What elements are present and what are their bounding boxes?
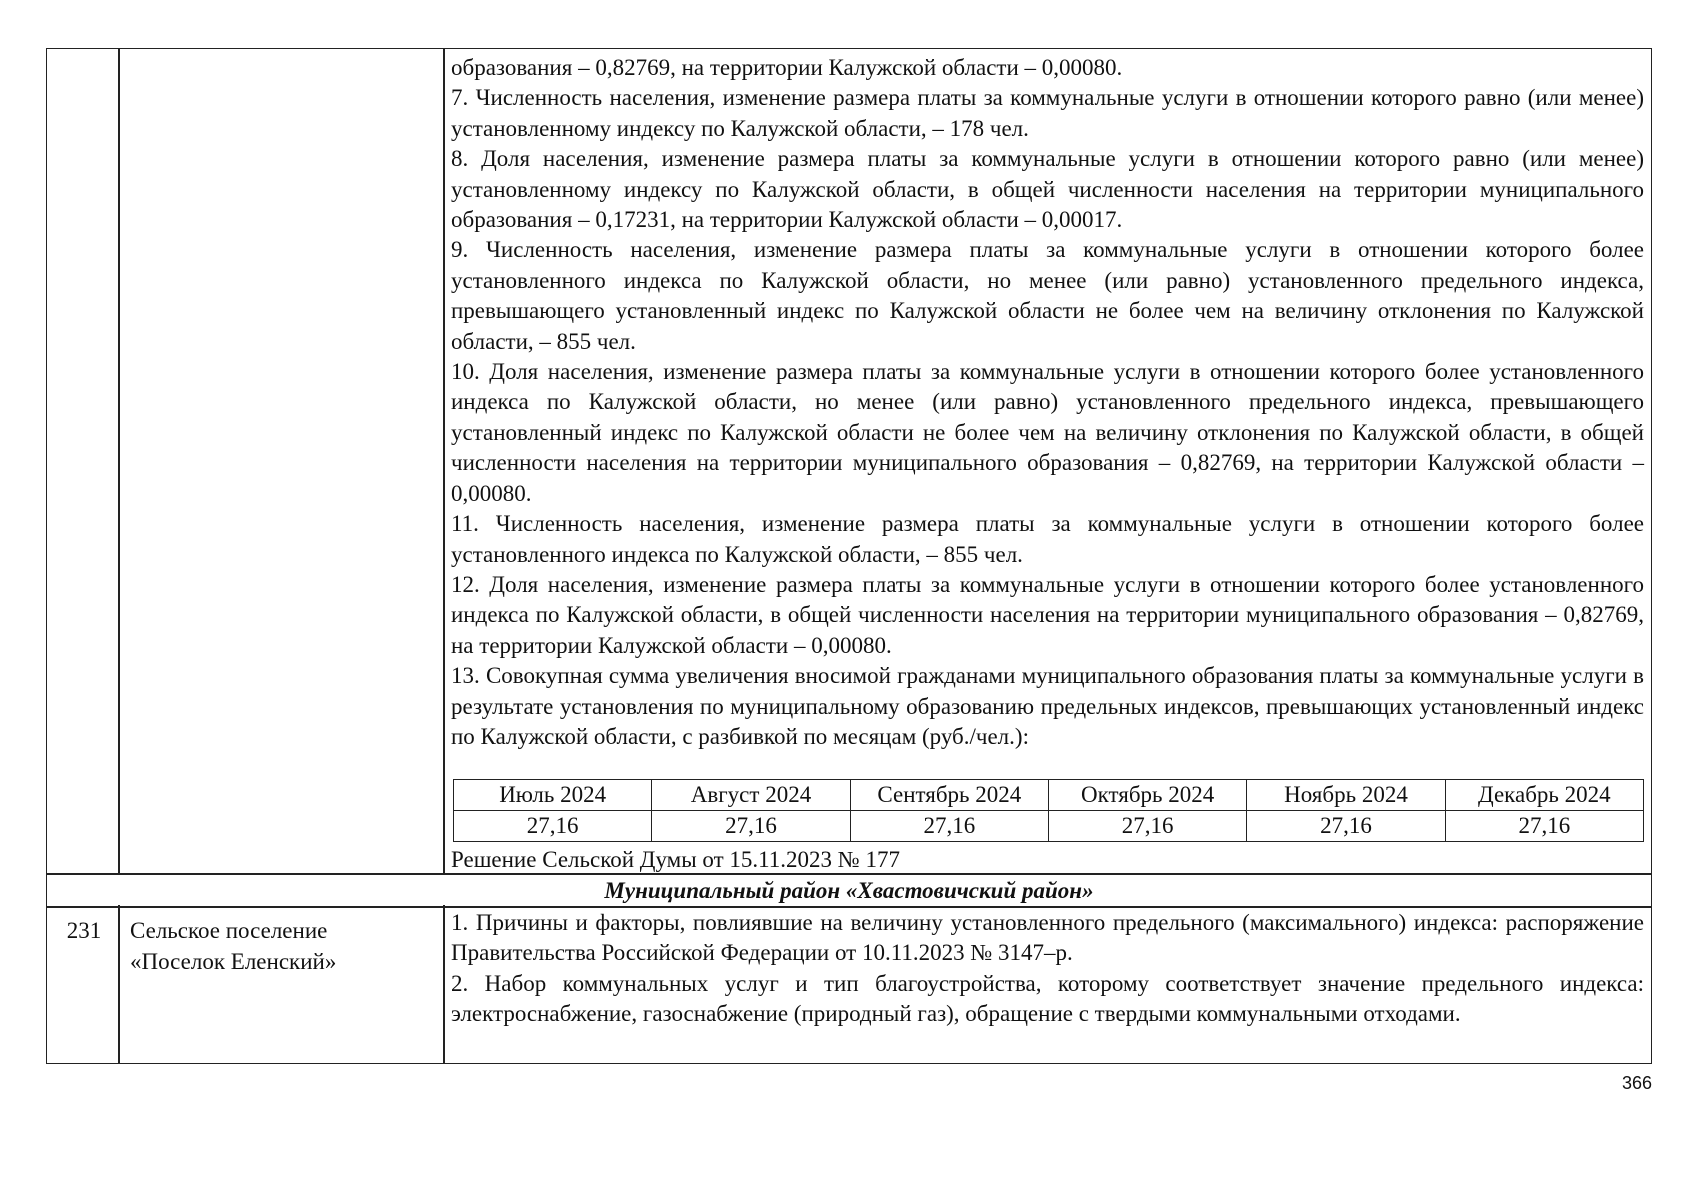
paragraph: 9. Численность населения, изменение размера платы за коммунальные услуги в отношении которого более установленного индекса по Калужской области, но менее (или равно) установленного предельного индекса, превышающего установленный индекс по Калужской области не более чем на величину отклонения по Калужской области, – 855 чел. (451, 237, 1644, 354)
paragraph: 10. Доля населения, изменение размера платы за коммунальные услуги в отношении которого более установленного индекса по Калужской области, но менее (или равно) установленного предельного индекса, превышающего установленный индекс по Калужской области не более чем на величину отклонения по Калужской области, в общей численности населения на территории муниципального образования – 0,82769, на территории Калужской области – 0,00080. (451, 359, 1644, 506)
month-header: Август 2024 (652, 780, 850, 811)
district-header: Муниципальный район «Хвастовичский район» (604, 878, 1094, 903)
paragraph: 1. Причины и факторы, повлиявшие на величину установленного предельного (максимального) индекса: распоряжение Правительства Российской Федерации от 10.11.2023 № 3147–р. (451, 910, 1644, 966)
row-231-text (451, 908, 1644, 1030)
paragraph: образования – 0,82769, на территории Калужской области – 0,00080. (451, 55, 1123, 80)
table-row (454, 811, 1644, 842)
page-number: 366 (1621, 1073, 1652, 1093)
month-header: Сентябрь 2024 (850, 780, 1048, 811)
month-header: Декабрь 2024 (1445, 780, 1643, 811)
month-value: 27,16 (1445, 811, 1643, 842)
month-value: 27,16 (1247, 811, 1445, 842)
month-value: 27,16 (850, 811, 1048, 842)
month-value: 27,16 (652, 811, 850, 842)
month-value: 27,16 (1048, 811, 1246, 842)
settlement-line: Сельское поселение (130, 918, 328, 943)
paragraph: 12. Доля населения, изменение размера платы за коммунальные услуги в отношении которого более установленного индекса по Калужской области, в общей численности населения на территории муниципального образования – 0,82769, на территории Калужской области – 0,00080. (451, 571, 1644, 658)
month-header: Июль 2024 (454, 780, 652, 811)
paragraph: 13. Совокупная сумма увеличения вносимой гражданами муниципального образования платы за коммунальные услуги в результате установления по муниципальному образованию предельных индексов, превышающих установленный индекс по Калужской области, с разбивкой по месяцам (руб./чел.): (451, 663, 1644, 749)
continuation-text (451, 53, 1644, 752)
table-header-row (454, 780, 1644, 811)
paragraph: 11. Численность населения, изменение размера платы за коммунальные услуги в отношении которого более установленного индекса по Калужской области, – 855 чел. (451, 511, 1644, 567)
monthly-increase-table (453, 779, 1644, 842)
month-value: 27,16 (454, 811, 652, 842)
month-header: Ноябрь 2024 (1247, 780, 1445, 811)
column-divider-2 (443, 48, 445, 1064)
paragraph: 8. Доля населения, изменение размера платы за коммунальные услуги в отношении которого равно (или менее) установленному индексу по Калужской области, в общей численности населения на территории муниципального образования – 0,17231, на территории Калужской области – 0,00017. (451, 146, 1644, 233)
month-header: Октябрь 2024 (1048, 780, 1246, 811)
paragraph: 7. Численность населения, изменение размера платы за коммунальные услуги в отношении которого равно (или менее) установленному индексу по Калужской области, – 178 чел. (451, 85, 1644, 141)
settlement-line: «Поселок Еленский» (130, 948, 337, 974)
row-number: 231 (66, 918, 102, 943)
decision-reference: Решение Сельской Думы от 15.11.2023 № 177 (451, 847, 900, 872)
column-divider-1 (118, 48, 120, 1064)
settlement-name (130, 916, 440, 977)
paragraph: 2. Набор коммунальных услуг и тип благоустройства, которому соответствует значение предельного индекса: электроснабжение, газоснабжение (природный газ), обращение с твердыми коммунальными отходами. (451, 970, 1644, 1027)
